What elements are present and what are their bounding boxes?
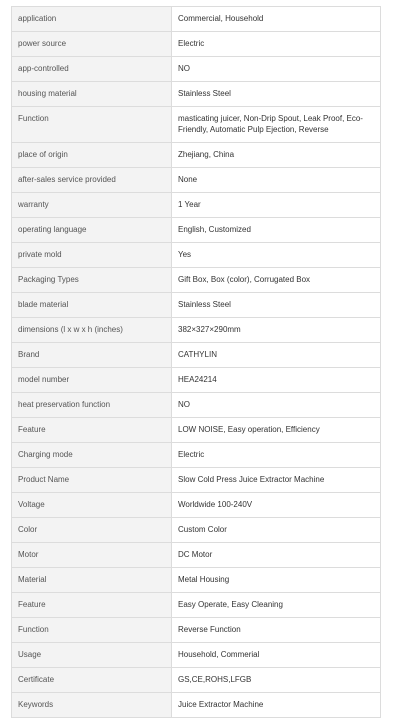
- table-row: [12, 668, 381, 693]
- spec-label: operating language: [12, 218, 172, 243]
- table-row: [12, 368, 381, 393]
- spec-value: GS,CE,ROHS,LFGB: [172, 668, 381, 693]
- spec-label: model number: [12, 368, 172, 393]
- table-row: [12, 343, 381, 368]
- spec-value: Commercial, Household: [172, 7, 381, 32]
- table-row: [12, 443, 381, 468]
- table-row: [12, 643, 381, 668]
- table-row: [12, 168, 381, 193]
- spec-value: Metal Housing: [172, 568, 381, 593]
- table-row: [12, 593, 381, 618]
- specifications-table: [11, 6, 381, 718]
- spec-value: NO: [172, 57, 381, 82]
- table-row: [12, 218, 381, 243]
- table-row: [12, 243, 381, 268]
- spec-label: Charging mode: [12, 443, 172, 468]
- spec-label: Color: [12, 518, 172, 543]
- spec-label: Material: [12, 568, 172, 593]
- spec-value: NO: [172, 393, 381, 418]
- spec-label: heat preservation function: [12, 393, 172, 418]
- spec-value: Electric: [172, 443, 381, 468]
- table-row: [12, 293, 381, 318]
- spec-value: masticating juicer, Non-Drip Spout, Leak Proof, Eco-Friendly, Automatic Pulp Ejection, Reverse: [172, 107, 381, 143]
- table-row: [12, 393, 381, 418]
- spec-label: after-sales service provided: [12, 168, 172, 193]
- spec-label: Voltage: [12, 493, 172, 518]
- table-row: [12, 418, 381, 443]
- spec-label: Motor: [12, 543, 172, 568]
- spec-label: warranty: [12, 193, 172, 218]
- spec-label: Product Name: [12, 468, 172, 493]
- spec-value: Worldwide 100-240V: [172, 493, 381, 518]
- spec-label: Brand: [12, 343, 172, 368]
- spec-value: LOW NOISE, Easy operation, Efficiency: [172, 418, 381, 443]
- spec-value: Gift Box, Box (color), Corrugated Box: [172, 268, 381, 293]
- table-row: [12, 518, 381, 543]
- spec-value: Juice Extractor Machine: [172, 693, 381, 718]
- spec-value: HEA24214: [172, 368, 381, 393]
- table-row: [12, 268, 381, 293]
- table-row: [12, 693, 381, 718]
- spec-label: blade material: [12, 293, 172, 318]
- table-row: [12, 468, 381, 493]
- specifications-table-body: [12, 7, 381, 718]
- spec-label: Function: [12, 618, 172, 643]
- spec-value: Stainless Steel: [172, 293, 381, 318]
- spec-value: Zhejiang, China: [172, 143, 381, 168]
- table-row: [12, 7, 381, 32]
- table-row: [12, 82, 381, 107]
- spec-value: Reverse Function: [172, 618, 381, 643]
- table-row: [12, 318, 381, 343]
- spec-label: app-controlled: [12, 57, 172, 82]
- table-row: [12, 32, 381, 57]
- spec-label: Certificate: [12, 668, 172, 693]
- table-row: [12, 57, 381, 82]
- table-row: [12, 493, 381, 518]
- spec-label: Keywords: [12, 693, 172, 718]
- spec-label: Feature: [12, 418, 172, 443]
- spec-value: Yes: [172, 243, 381, 268]
- spec-value: 1 Year: [172, 193, 381, 218]
- spec-label: place of origin: [12, 143, 172, 168]
- spec-value: English, Customized: [172, 218, 381, 243]
- spec-label: Packaging Types: [12, 268, 172, 293]
- table-row: [12, 143, 381, 168]
- table-row: [12, 193, 381, 218]
- spec-label: Feature: [12, 593, 172, 618]
- table-row: [12, 568, 381, 593]
- spec-label: application: [12, 7, 172, 32]
- spec-value: CATHYLIN: [172, 343, 381, 368]
- spec-value: Slow Cold Press Juice Extractor Machine: [172, 468, 381, 493]
- spec-label: power source: [12, 32, 172, 57]
- spec-value: 382×327×290mm: [172, 318, 381, 343]
- spec-value: Household, Commerial: [172, 643, 381, 668]
- table-row: [12, 618, 381, 643]
- spec-value: None: [172, 168, 381, 193]
- spec-label: dimensions (l x w x h (inches): [12, 318, 172, 343]
- spec-value: Easy Operate, Easy Cleaning: [172, 593, 381, 618]
- spec-label: private mold: [12, 243, 172, 268]
- spec-value: Electric: [172, 32, 381, 57]
- spec-value: Custom Color: [172, 518, 381, 543]
- spec-value: DC Motor: [172, 543, 381, 568]
- spec-label: Usage: [12, 643, 172, 668]
- table-row: [12, 543, 381, 568]
- spec-label: Function: [12, 107, 172, 143]
- spec-value: Stainless Steel: [172, 82, 381, 107]
- table-row: [12, 107, 381, 143]
- spec-label: housing material: [12, 82, 172, 107]
